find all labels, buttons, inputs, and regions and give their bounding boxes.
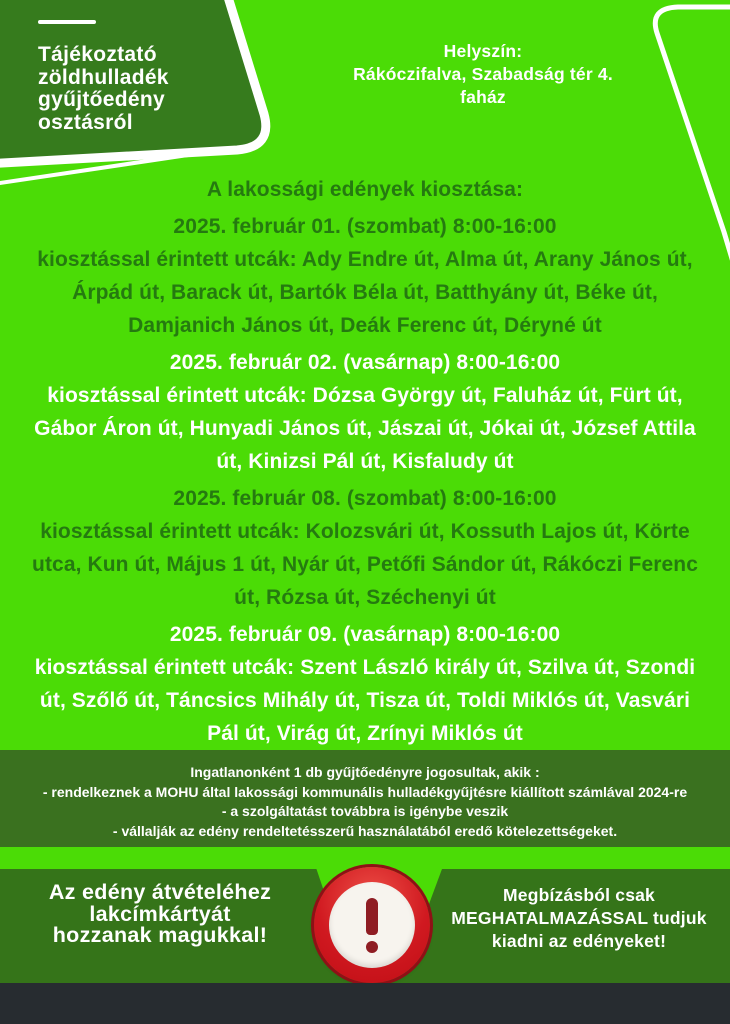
- banner-left-line: Az edény átvételéhez: [48, 880, 272, 904]
- schedule-block: [25, 618, 705, 750]
- title-accent-bar: [38, 20, 96, 24]
- schedule-block: [25, 346, 705, 478]
- banner-left-message: [10, 882, 310, 947]
- sticker-title-line: osztásról: [38, 110, 133, 134]
- location-detail: faház: [460, 87, 506, 107]
- schedule-streets: kiosztással érintett utcák: Ady Endre út, Alma út, Arany János út, Árpád út, Barack út, Bartók Béla út, Batthyány út, Béke út, Damjanich János út, Deák Ferenc út, Déryné út: [37, 248, 693, 337]
- distribution-schedule: [25, 173, 705, 750]
- location-label: Helyszín:: [443, 41, 523, 61]
- sticker-title-line: gyűjtőedény: [38, 88, 165, 111]
- warning-icon-inner-circle: [329, 882, 415, 968]
- banner-right-line: Megbízásból csak: [502, 885, 655, 905]
- banner-right-message: [438, 884, 720, 953]
- eligibility-item: - vállalják az edény rendeltetésszerű használatából eredő kötelezettségeket.: [112, 822, 618, 839]
- schedule-heading: A lakossági edények kiosztása:: [206, 178, 524, 201]
- exclamation-dot: [366, 941, 378, 953]
- exclamation-bar: [366, 898, 378, 935]
- schedule-date: 2025. február 09. (vasárnap) 8:00-16:00: [169, 623, 561, 646]
- location-address: Rákóczifalva, Szabadság tér 4.: [353, 64, 613, 84]
- eligibility-title: Ingatlanonként 1 db gyűjtőedényre jogosultak, akik :: [190, 764, 540, 780]
- schedule-date: 2025. február 02. (vasárnap) 8:00-16:00: [169, 351, 561, 374]
- schedule-streets: kiosztással érintett utcák: Kolozsvári út, Kossuth Lajos út, Körte utca, Kun út, Május 1 út, Nyár út, Petőfi Sándor út, Rákóczi Ferenc út, Rózsa út, Széchenyi út: [32, 520, 698, 609]
- exclamation-warning-icon: [314, 867, 430, 983]
- schedule-date: 2025. február 01. (szombat) 8:00-16:00: [173, 215, 557, 238]
- sticker-title-line: Tájékoztató: [38, 43, 157, 66]
- eligibility-item: - rendelkeznek a MOHU által lakossági kommunális hulladékgyűjtésre kiállított számlával 2024-re: [42, 783, 688, 800]
- eligibility-band: [0, 750, 730, 847]
- eligibility-item: - a szolgáltatást továbbra is igénybe veszik: [221, 803, 509, 819]
- banner-right-line: kiadni az edényeket!: [491, 931, 667, 951]
- schedule-block: [25, 210, 705, 342]
- schedule-streets: kiosztással érintett utcák: Szent László király út, Szilva út, Szondi út, Szőlő út, Táncsics Mihály út, Tisza út, Toldi Miklós út, Vasvári Pál út, Virág út, Zrínyi Miklós út: [34, 656, 696, 745]
- sticker-title-line: zöldhulladék: [38, 65, 169, 89]
- footer-strip: [0, 983, 730, 1024]
- schedule-block: [25, 482, 705, 614]
- location-info: [323, 40, 643, 109]
- schedule-streets: kiosztással érintett utcák: Dózsa György út, Faluház út, Fürt út, Gábor Áron út, Hunyadi János út, Jászai út, Jókai út, József Attila út, Kinizsi Pál út, Kisfaludy út: [34, 384, 696, 473]
- banner-left-line: hozzanak magukkal!: [52, 923, 268, 947]
- schedule-date: 2025. február 08. (szombat) 8:00-16:00: [173, 487, 557, 510]
- title-sticker: [38, 20, 169, 134]
- banner-left-line: lakcímkártyát: [89, 901, 231, 926]
- banner-right-line: MEGHATALMAZÁSSAL tudjuk: [451, 908, 707, 928]
